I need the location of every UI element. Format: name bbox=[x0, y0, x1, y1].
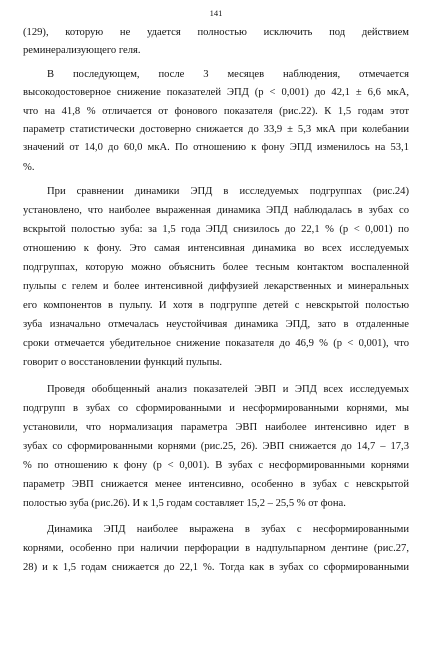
text-line: значений от 14,0 до 60,0 мкА. По отношению к фону ЭПД изменилось на 53,1 bbox=[23, 142, 409, 153]
text-line: Проведя обобщенный анализ показателей ЭВП и ЭПД всех исследуемых bbox=[47, 384, 409, 395]
text-line: говорит о восстановлении функций пульпы. bbox=[23, 357, 223, 368]
text-line: подгруппах, которую можно объяснить более тесным контактом воспаленной bbox=[23, 262, 409, 273]
text-line: что на 41,8 % отличается от фонового показателя (рис.22). К 1,5 годам этот bbox=[23, 106, 409, 117]
text-line: реминерализующего геля. bbox=[23, 45, 141, 56]
text-line: % по отношению к фону (р < 0,001). В зубах с несформированными корнями bbox=[23, 460, 409, 471]
text-line: параметр ЭВП снижается менее интенсивно, особенно в зубах с невскрытой bbox=[23, 479, 409, 490]
text-line: сроки отмечается убедительное снижение показателя до 46,9 % (р < 0,001), что bbox=[23, 338, 409, 349]
text-line: параметр статистически достоверно снижается до 33,9 ± 5,3 мкА при колебании bbox=[23, 124, 409, 135]
text-line: В последующем, после 3 месяцев наблюдения, отмечается bbox=[47, 69, 409, 80]
page-number: 141 bbox=[209, 8, 223, 18]
text-line: высокодостоверное снижение показателей ЭПД (р < 0,001) до 42,1 ± 6,6 мкА, bbox=[23, 87, 409, 98]
text-line: вскрытой полостью зуба: за 1,5 года ЭПД снизилось до 22,1 % (р < 0,001) по bbox=[23, 224, 409, 235]
text-line: корнями, особенно при наличии перфорации в надпульпарном дентине (рис.27, bbox=[23, 543, 409, 554]
text-line: (129), которую не удается полностью исключить под действием bbox=[23, 27, 409, 38]
text-line: Динамика ЭПД наиболее выражена в зубах с несформированными bbox=[47, 524, 409, 535]
text-line: 28) и к 1,5 годам снижается до 22,1 %. Тогда как в зубах со сформированными bbox=[23, 562, 409, 573]
text-line: полостью зуба (рис.26). И к 1,5 годам составляет 15,2 – 25,5 % от фона. bbox=[23, 498, 346, 509]
text-line: отношению к фону. Это самая интенсивная динамика во всех исследуемых bbox=[23, 243, 409, 254]
text-line: зубах со сформированными корнями (рис.25, 26). ЭВП снижается до 14,7 – 17,3 bbox=[23, 441, 409, 452]
text-line: пульпы с гелем и более интенсивной диффузией лекарственных и минеральных bbox=[23, 281, 409, 292]
text-line: подгрупп в зубах со сформированными и несформированными корнями, мы bbox=[23, 403, 409, 414]
text-line: его компонентов в пульпу. И хотя в подгруппе детей с невскрытой полостью bbox=[23, 300, 409, 311]
text-line: установлено, что наиболее выраженная динамика ЭПД наблюдалась в зубах со bbox=[23, 205, 409, 216]
text-line: При сравнении динамики ЭПД в исследуемых подгруппах (рис.24) bbox=[47, 186, 409, 197]
text-line: зуба изначально отмечалась неустойчивая динамика ЭПД, зато в отдаленные bbox=[23, 319, 409, 330]
text-line: %. bbox=[23, 162, 35, 173]
text-line: установили, что нормализация параметра ЭВП наиболее интенсивно идет в bbox=[23, 422, 409, 433]
